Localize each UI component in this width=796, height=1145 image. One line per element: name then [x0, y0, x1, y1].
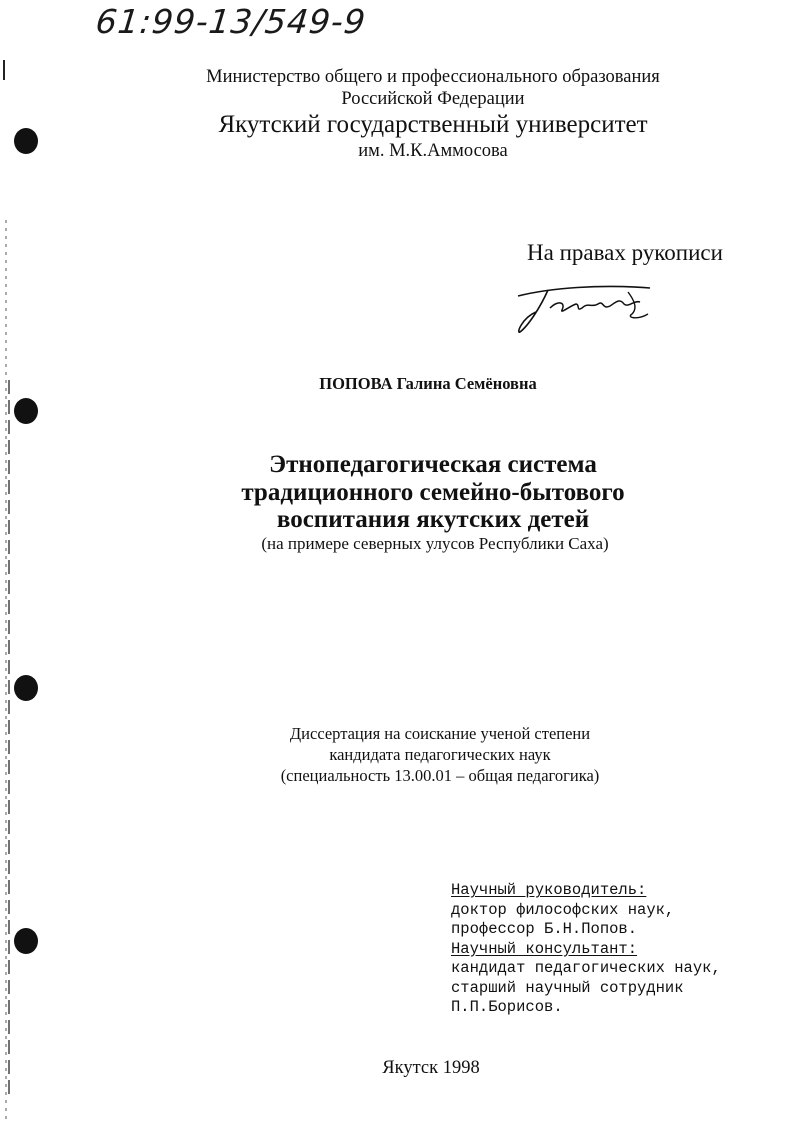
degree-line: кандидата педагогических наук [329, 745, 551, 764]
consultant-label: Научный консультант: [451, 939, 638, 958]
advisors-block [451, 881, 721, 1018]
title-line: традиционного семейно-бытового [241, 478, 625, 506]
university-named-after: им. М.К.Аммосова [358, 141, 508, 161]
dissertation-title [170, 451, 696, 534]
ministry-name [195, 66, 671, 110]
supervisor-name: профессор Б.Н.Попов. [451, 920, 638, 938]
scan-edge [0, 0, 16, 1140]
university-name: Якутский государственный университет [218, 111, 648, 138]
binder-hole-icon [14, 675, 38, 701]
scan-edge-marks [0, 0, 16, 1140]
consultant-degree: кандидат педагогических наук, [451, 959, 721, 977]
title-line: воспитания якутских детей [276, 506, 590, 533]
consultant-name: П.П.Борисов. [451, 998, 563, 1016]
author-name: ПОПОВА Галина Семёновна [319, 374, 537, 393]
federation-line: Российской Федерации [341, 89, 525, 109]
binder-hole-icon [14, 398, 38, 424]
degree-line: (специальность 13.00.01 – общая педагогика) [280, 766, 600, 785]
binder-hole-icon [14, 128, 38, 154]
ministry-line: Министерство общего и профессионального образования [206, 67, 660, 87]
degree-line: Диссертация на соискание ученой степени [289, 724, 591, 743]
title-line: Этнопедагогическая система [269, 451, 597, 478]
manuscript-note: На правах рукописи [527, 240, 723, 265]
consultant-position: старший научный сотрудник [451, 978, 684, 997]
signature-icon [510, 278, 660, 338]
supervisor-label: Научный руководитель: [451, 881, 647, 899]
archive-number: 61:99-13/549-9 [93, 2, 369, 41]
supervisor-degree: доктор философских наук, [451, 900, 675, 919]
degree-statement [160, 723, 720, 786]
dissertation-subtitle: (на примере северных улусов Республики Саха) [261, 534, 609, 553]
binder-hole-icon [14, 928, 38, 954]
city-year: Якутск 1998 [382, 1058, 480, 1078]
